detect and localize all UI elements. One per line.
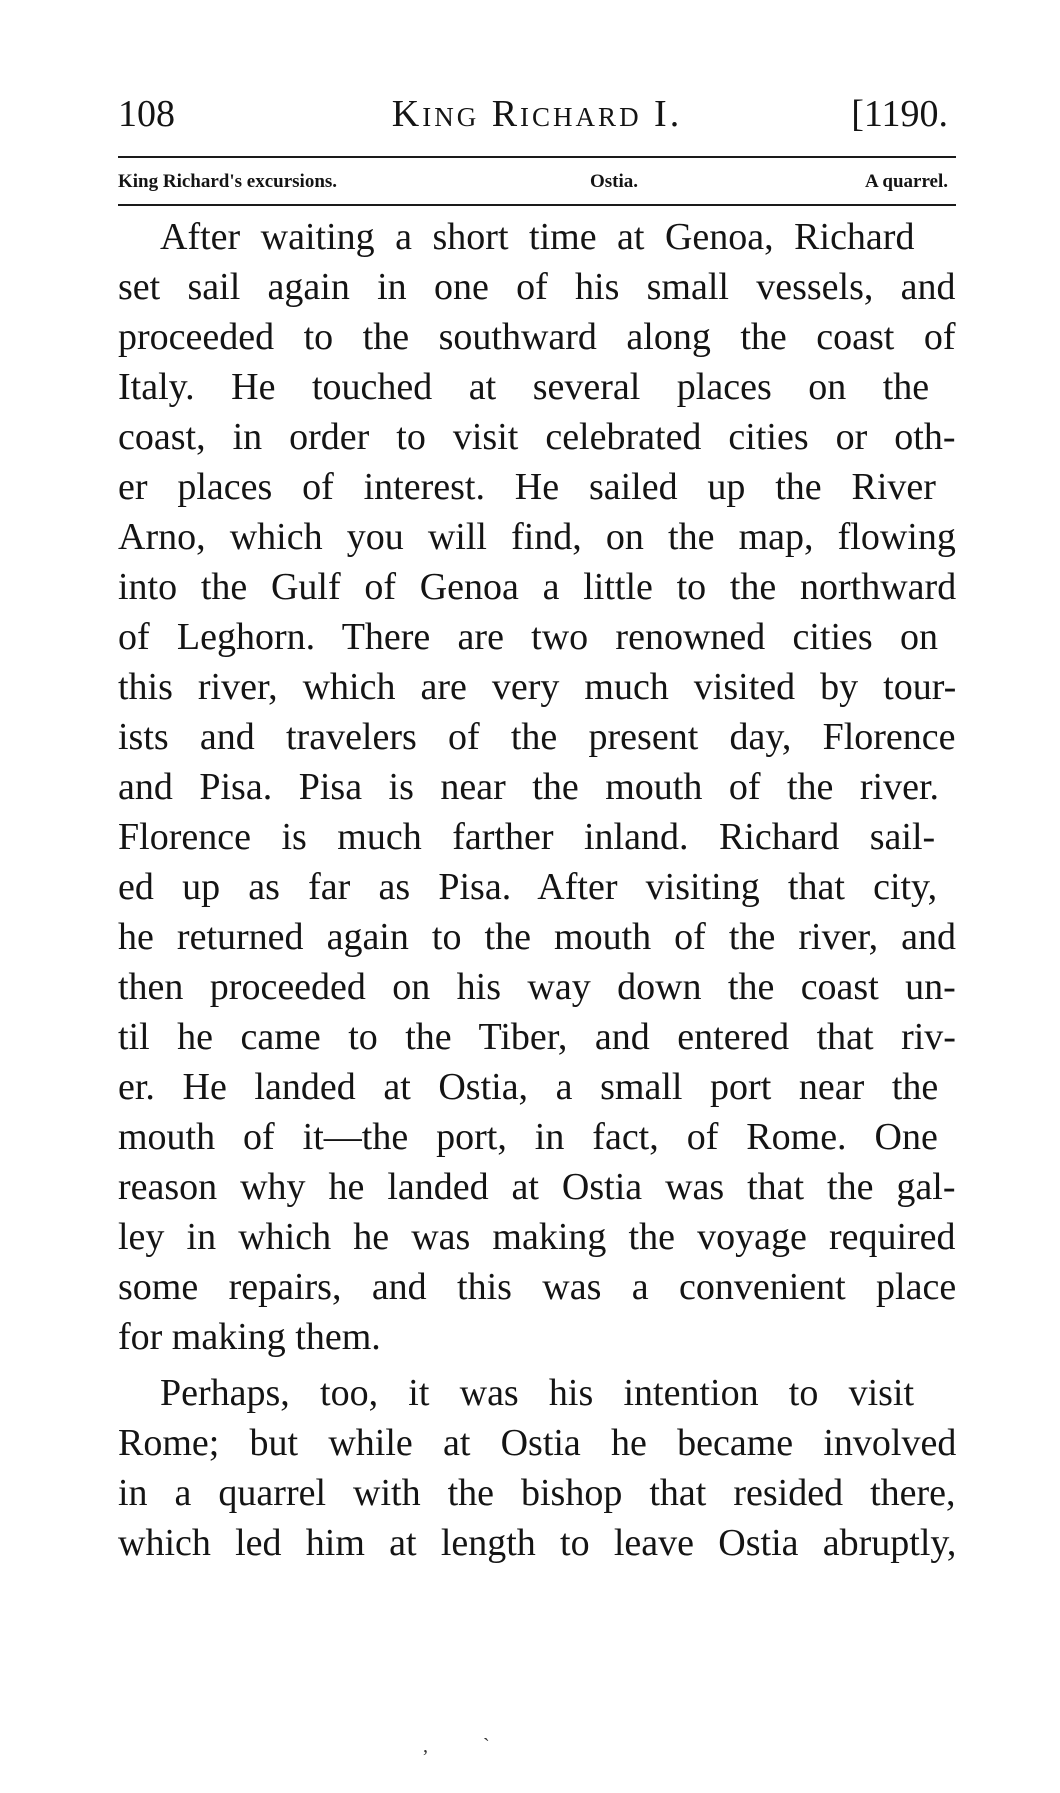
topic-subheads [118, 167, 956, 197]
text-line: into the Gulf of Genoa a little to the northward [118, 566, 957, 608]
subhead-right: A quarrel. [864, 171, 948, 192]
book-page [118, 0, 956, 1793]
text-line: which led him at length to leave Ostia abruptly, [118, 1522, 957, 1564]
text-line: coast, in order to visit celebrated cities or oth- [118, 416, 956, 458]
paragraph [118, 1368, 956, 1568]
text-line: ists and travelers of the present day, Florence [118, 716, 956, 758]
text-line: til he came to the Tiber, and entered that riv- [118, 1016, 956, 1058]
text-line: ley in which he was making the voyage required [118, 1216, 956, 1258]
text-line: mouth of it—the port, in fact, of Rome. One [118, 1116, 938, 1158]
text-line: of Leghorn. There are two renowned cities on [118, 616, 938, 658]
text-line: Italy. He touched at several places on the [118, 366, 930, 408]
paragraph [118, 212, 956, 1362]
text-line: Perhaps, too, it was his intention to visit [160, 1372, 915, 1414]
text-line: then proceeded on his way down the coast un- [118, 966, 956, 1008]
text-line: and Pisa. Pisa is near the mouth of the river. [118, 766, 940, 808]
text-line: Florence is much farther inland. Richard sail- [118, 816, 936, 858]
scan-marks: , ` [423, 1735, 490, 1757]
text-line: Arno, which you will find, on the map, flowing [118, 516, 956, 558]
text-line: reason why he landed at Ostia was that the gal- [118, 1166, 956, 1208]
text-line: er places of interest. He sailed up the River [118, 466, 936, 508]
text-line: some repairs, and this was a convenient place [118, 1266, 957, 1308]
running-head [118, 92, 956, 136]
header-rule-bottom [118, 204, 956, 206]
text-line: he returned again to the mouth of the river, and [118, 916, 957, 958]
text-line: Rome; but while at Ostia he became involved [118, 1422, 957, 1464]
text-line: proceeded to the southward along the coast of [118, 316, 956, 358]
subhead-center: Ostia. [590, 171, 639, 192]
text-line: in a quarrel with the bishop that resided there, [118, 1472, 956, 1514]
running-title: King Richard I. [391, 93, 683, 135]
text-line: this river, which are very much visited by tour- [118, 666, 957, 708]
body-text [118, 212, 956, 1574]
subhead-left: King Richard's excursions. [118, 171, 338, 192]
text-line: for making them. [118, 1316, 381, 1358]
header-rule-top [118, 156, 956, 158]
text-line: set sail again in one of his small vessels, and [118, 266, 956, 308]
text-line: er. He landed at Ostia, a small port near the [118, 1066, 939, 1108]
text-line: ed up as far as Pisa. After visiting that city, [118, 866, 938, 908]
page-number: 108 [118, 93, 175, 135]
text-line: After waiting a short time at Genoa, Richard [160, 216, 915, 258]
year-marker: [1190. [851, 93, 948, 135]
